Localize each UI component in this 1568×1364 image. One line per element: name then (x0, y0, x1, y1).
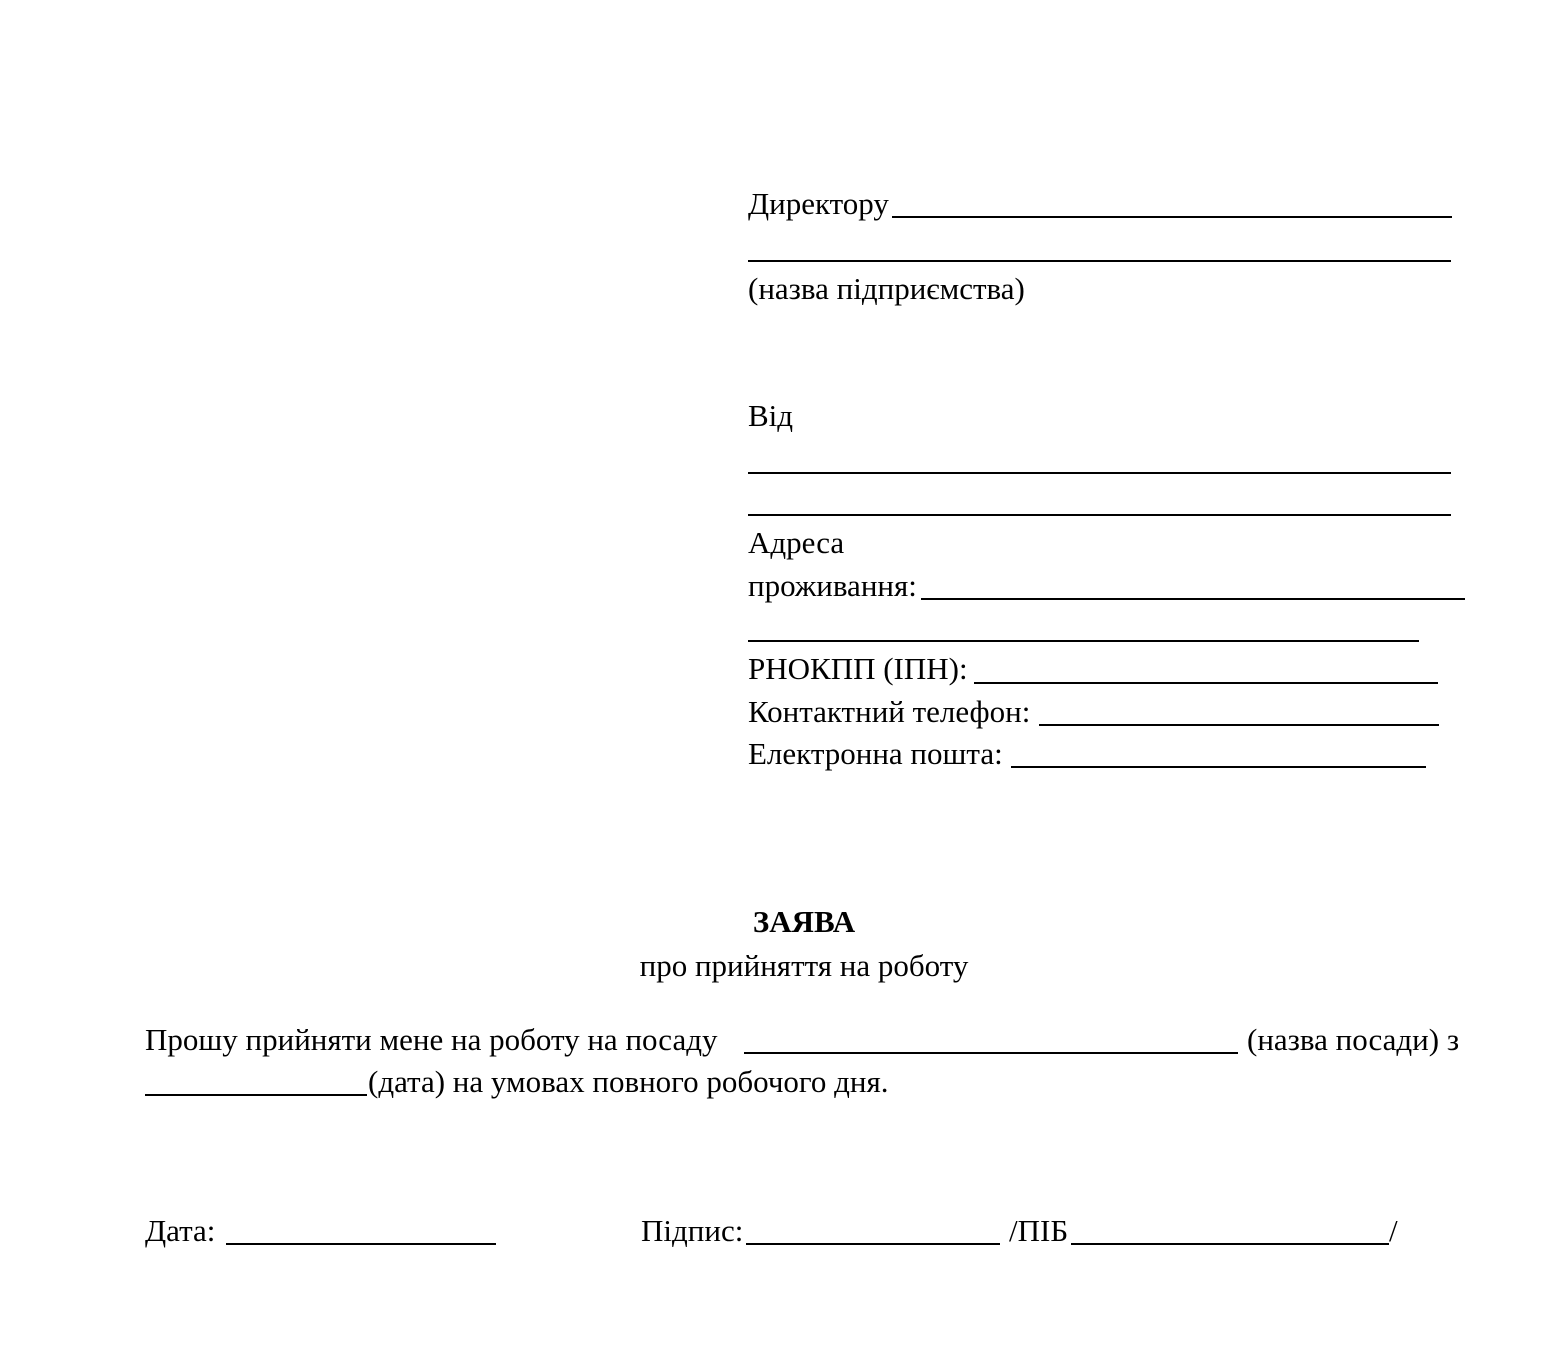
phone-label: Контактний телефон: (748, 694, 1031, 729)
from-name-line-1[interactable] (748, 472, 1451, 474)
director-label: Директору (748, 186, 889, 221)
address-label-line1: Адреса (748, 525, 845, 560)
date-label: Дата: (145, 1213, 216, 1248)
email-line[interactable] (1011, 766, 1426, 768)
date-line[interactable] (226, 1243, 496, 1245)
tax-id-line[interactable] (974, 682, 1438, 684)
name-line[interactable] (1071, 1243, 1389, 1245)
document-subtitle: про прийняття на роботу (639, 948, 969, 983)
name-close: / (1389, 1213, 1398, 1248)
request-text: Прошу прийняти мене на роботу на посаду (145, 1022, 718, 1057)
address-line-2[interactable] (748, 640, 1419, 642)
address-label-line2: проживання: (748, 568, 917, 603)
signature-line[interactable] (746, 1243, 1000, 1245)
name-label: /ПІБ (1009, 1213, 1069, 1248)
email-label: Електронна пошта: (748, 736, 1003, 771)
director-name-line[interactable] (892, 216, 1452, 218)
date-hint: (дата) на умовах повного робочого дня. (368, 1064, 889, 1099)
company-name-line[interactable] (748, 260, 1451, 262)
company-name-hint: (назва підприємства) (748, 271, 1025, 306)
start-date-line[interactable] (145, 1094, 367, 1096)
address-line-1[interactable] (921, 598, 1465, 600)
position-hint: (назва посади) з (1247, 1022, 1460, 1057)
document-title: ЗАЯВА (752, 904, 856, 939)
position-line[interactable] (744, 1052, 1238, 1054)
from-name-line-2[interactable] (748, 514, 1451, 516)
tax-id-label: РНОКПП (ІПН): (748, 651, 968, 686)
phone-line[interactable] (1039, 724, 1439, 726)
from-label: Від (748, 398, 794, 433)
signature-label: Підпис: (641, 1213, 744, 1248)
